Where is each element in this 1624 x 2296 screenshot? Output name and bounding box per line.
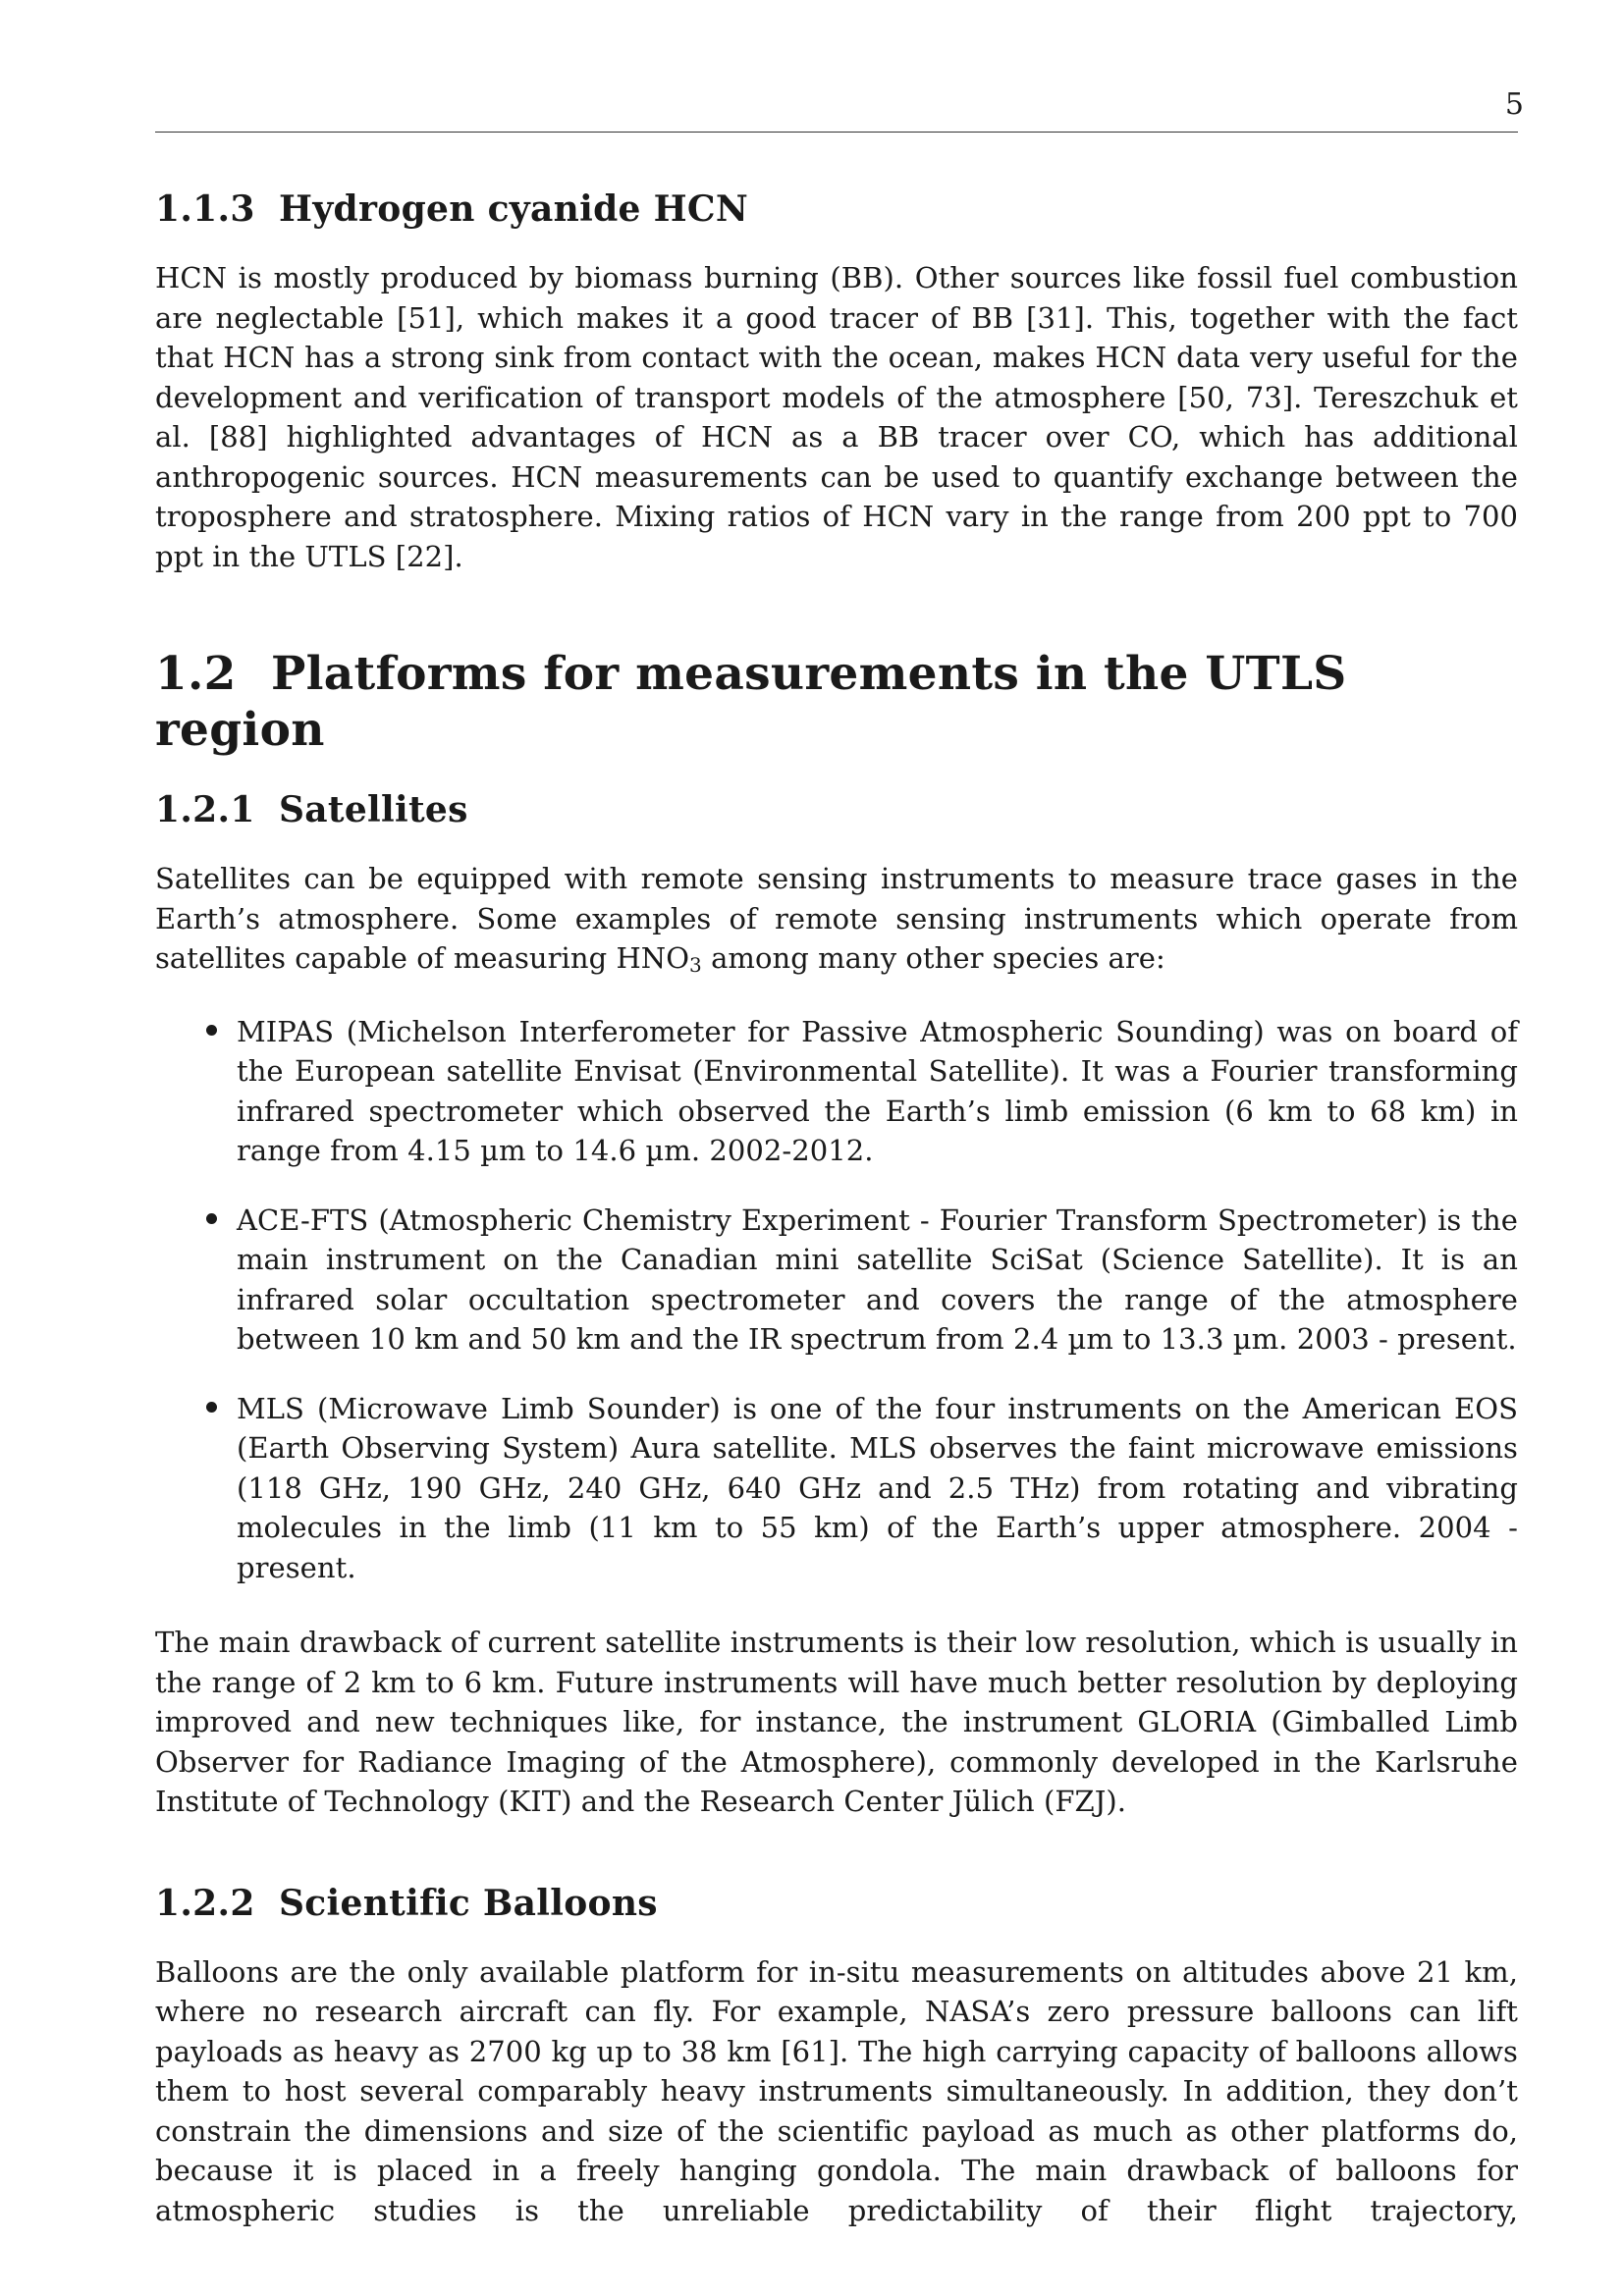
heading-platforms <box>155 647 1518 758</box>
list-item-text: MLS (Microwave Limb Sounder) is one of the four instruments on the American EOS (Earth Observing System) Aura satellite. MLS observes the faint microwave emissions (118 GHz, 190 GHz, 240 GHz, 640 GHz and 2.5 THz) from rotating and vibrating molecules in the limb (11 km to 55 km) of the Earth’s upper atmosphere. 2004 - present. <box>237 1391 1518 1584</box>
header-rule <box>155 132 1518 133</box>
bullet-icon <box>206 1025 217 1036</box>
section-title: Hydrogen cyanide HCN <box>279 188 749 230</box>
intro-text: Satellites can be equipped with remote sensing instruments to measure trace gases in the Earth’s atmosphere. Some examples of remote sensing instruments which operate from satellites capable of measuring HNO <box>155 862 1518 976</box>
satellites-intro <box>155 859 1518 979</box>
page-number: 5 <box>1504 87 1524 122</box>
bullet-icon <box>206 1213 217 1224</box>
section-number: 1.2.2 <box>155 1882 255 1924</box>
subscript: 3 <box>689 953 702 978</box>
section-title: Platforms for measurements in the UTLS region <box>155 647 1347 757</box>
section-title: Scientific Balloons <box>279 1882 658 1924</box>
heading-hydrogen-cyanide <box>155 188 1518 231</box>
page-content <box>155 188 1518 2230</box>
bullet-icon <box>206 1402 217 1413</box>
list-item <box>155 1389 1518 1588</box>
section-number: 1.2.1 <box>155 788 255 830</box>
section-title: Satellites <box>279 788 468 830</box>
section-number: 1.2 <box>155 647 237 702</box>
satellites-closing-paragraph: The main drawback of current satellite instruments is their low resolution, which is usually in the range of 2 km to 6 km. Future instruments will have much better resolution by deploying improved and new techniques like, for instance, the instrument GLORIA (Gimballed Limb Observer for Radiance Imaging of the Atmosphere), commonly developed in the Karlsruhe Institute of Technology (KIT) and the Research Center Jülich (FZJ). <box>155 1626 1518 1819</box>
balloons-paragraph: Balloons are the only available platform for in-situ measurements on altitudes above 21 km, where no research aircraft can fly. For example, NASA’s zero pressure balloons can lift payloads as heavy as 2700 kg up to 38 km [61]. The high carrying capacity of balloons allows them to host several comparably heavy instruments simultaneously. In addition, they don’t constrain the dimensions and size of the scientific payload as much as other platforms do, because it is placed in a freely hanging gondola. The main drawback of balloons for atmospheric studies is the unreliable predictability of their flight trajectory, <box>155 1954 1518 2227</box>
list-item-text: ACE-FTS (Atmospheric Chemistry Experiment - Fourier Transform Spectrometer) is the main instrument on the Canadian mini satellite SciSat (Science Satellite). It is an infrared solar occultation spectrometer and covers the range of the atmosphere between 10 km and 50 km and the IR spectrum from 2.4 µm to 13.3 µm. 2003 - present. <box>237 1202 1518 1357</box>
hcn-paragraph: HCN is mostly produced by biomass burning (BB). Other sources like fossil fuel combustion are neglectable [51], which makes it a good tracer of BB [31]. This, together with the fact that HCN has a strong sink from contact with the ocean, makes HCN data very useful for the development and verification of transport models of the atmosphere [50, 73]. Tereszchuk et al. [88] highlighted advantages of HCN as a BB tracer over CO, which has additional anthropogenic sources. HCN measurements can be used to quantify exchange between the troposphere and stratosphere. Mixing ratios of HCN vary in the range from 200 ppt to 700 ppt in the UTLS [22]. <box>155 261 1518 573</box>
intro-text-end: among many other species are: <box>701 941 1165 976</box>
list-item-text: MIPAS (Michelson Interferometer for Passive Atmospheric Sounding) was on board of the European satellite Envisat (Environmental Satellite). It was a Fourier transforming infrared spectrometer which observed the Earth’s limb emission (6 km to 68 km) in range from 4.15 µm to 14.6 µm. 2002-2012. <box>237 1014 1518 1168</box>
heading-satellites <box>155 789 1518 831</box>
section-number: 1.1.3 <box>155 188 255 230</box>
instrument-list <box>155 1012 1518 1588</box>
list-item <box>155 1012 1518 1171</box>
heading-scientific-balloons <box>155 1883 1518 1925</box>
list-item <box>155 1201 1518 1360</box>
